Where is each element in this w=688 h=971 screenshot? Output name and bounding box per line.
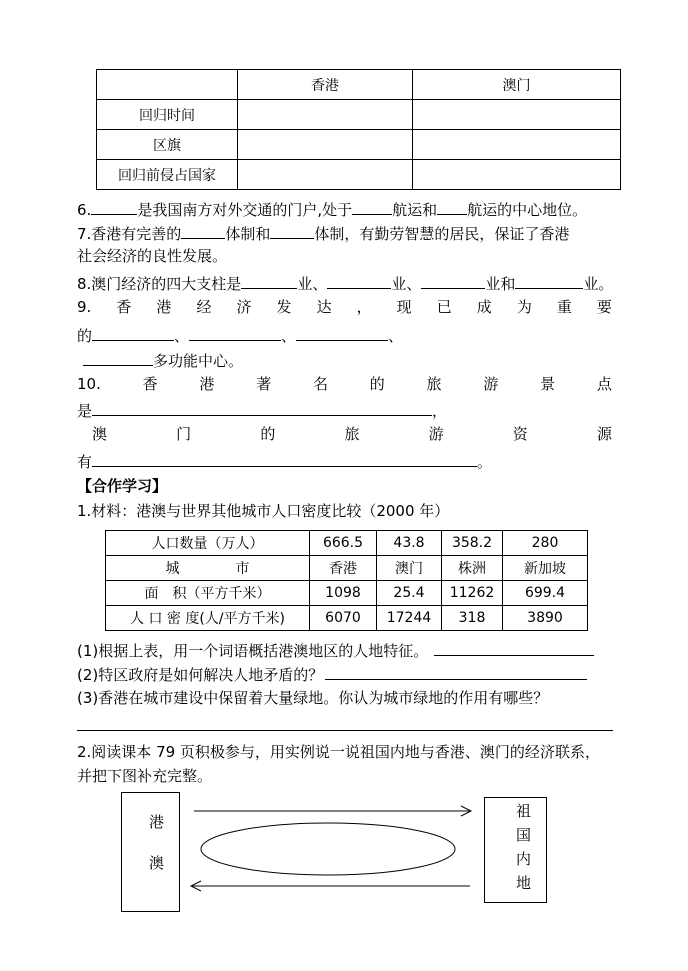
table-row-label: 回归前侵占国家 [97,160,238,190]
question-2: 2.阅读课本 79 页积极参与，用实例说一说祖国内地与香港、澳门的经济联系， [77,743,600,761]
question-7-cont: 社会经济的良性发展。 [77,247,228,265]
table-cell: 6070 [310,606,377,631]
table-cell: 1098 [310,581,377,606]
table-cell: 澳门 [377,556,442,581]
question-10-line4: 有 。 [77,450,492,472]
table-row-label: 区旗 [97,130,238,160]
table-cell: 666.5 [310,531,377,556]
sub-question-1: (1)根据上表，用一个词语概括港澳地区的人地特征。 [77,639,594,661]
question-9-line2: 的 、 、 、 [77,324,403,346]
table-cell: 699.4 [503,581,588,606]
table-cell: 11262 [442,581,503,606]
sub-question-2: (2)特区政府是如何解决人地矛盾的？ [77,663,587,685]
answer-ellipse [201,823,455,875]
mainland-label: 祖 [516,802,532,820]
table-cell: 318 [442,606,503,631]
mainland-label: 国 [516,826,532,844]
hk-macau-label: 港 [149,813,165,831]
question-7: 7.香港有完善的 体制和 体制，有勤劳智慧的居民，保证了香港 [77,222,569,244]
question-10-line2: 是 ， [77,399,447,421]
table-cell: 新加坡 [503,556,588,581]
table-cell: 人 口 密 度(人/平方千米) [106,606,310,631]
question-9-line3: 多功能中心。 [83,349,243,371]
table-cell: 280 [503,531,588,556]
table-cell: 43.8 [377,531,442,556]
question-9: 9. 香 港 经 济 发 达 ， 现 已 成 为 重 要 [77,298,612,316]
sub-question-3: (3)香港在城市建设中保留着大量绿地。你认为城市绿地的作用有哪些？ [77,689,549,707]
table-cell: 香港 [310,556,377,581]
table-header-cell: 澳门 [413,70,621,100]
question-10: 10. 香 港 著 名 的 旅 游 景 点 [77,375,612,393]
question-6: 6. 是我国南方对外交通的门户,处于 航运和 航运的中心地位。 [77,198,587,220]
table-cell: 17244 [377,606,442,631]
table-cell: 人口数量（万人） [106,531,310,556]
question-8: 8.澳门经济的四大支柱是 业、 业、 业和 业。 [77,272,613,294]
material-title: 1.材料：港澳与世界其他城市人口密度比较（2000 年） [77,502,450,520]
mainland-label: 地 [516,874,532,892]
table-row-label: 回归时间 [97,100,238,130]
table-header-cell: 香港 [238,70,413,100]
table-cell: 3890 [503,606,588,631]
table-cell: 城 市 [106,556,310,581]
mainland-label: 内 [516,850,532,868]
hk-macau-label: 澳 [149,854,165,872]
table-cell: 25.4 [377,581,442,606]
question-2-cont: 并把下图补充完整。 [77,767,213,785]
table-cell: 株洲 [442,556,503,581]
section-heading: 【合作学习】 [77,477,168,495]
table-cell: 面 积（平方千米） [106,581,310,606]
question-10-line3: 澳 门 的 旅 游 资 源 [92,425,612,443]
table-cell: 358.2 [442,531,503,556]
